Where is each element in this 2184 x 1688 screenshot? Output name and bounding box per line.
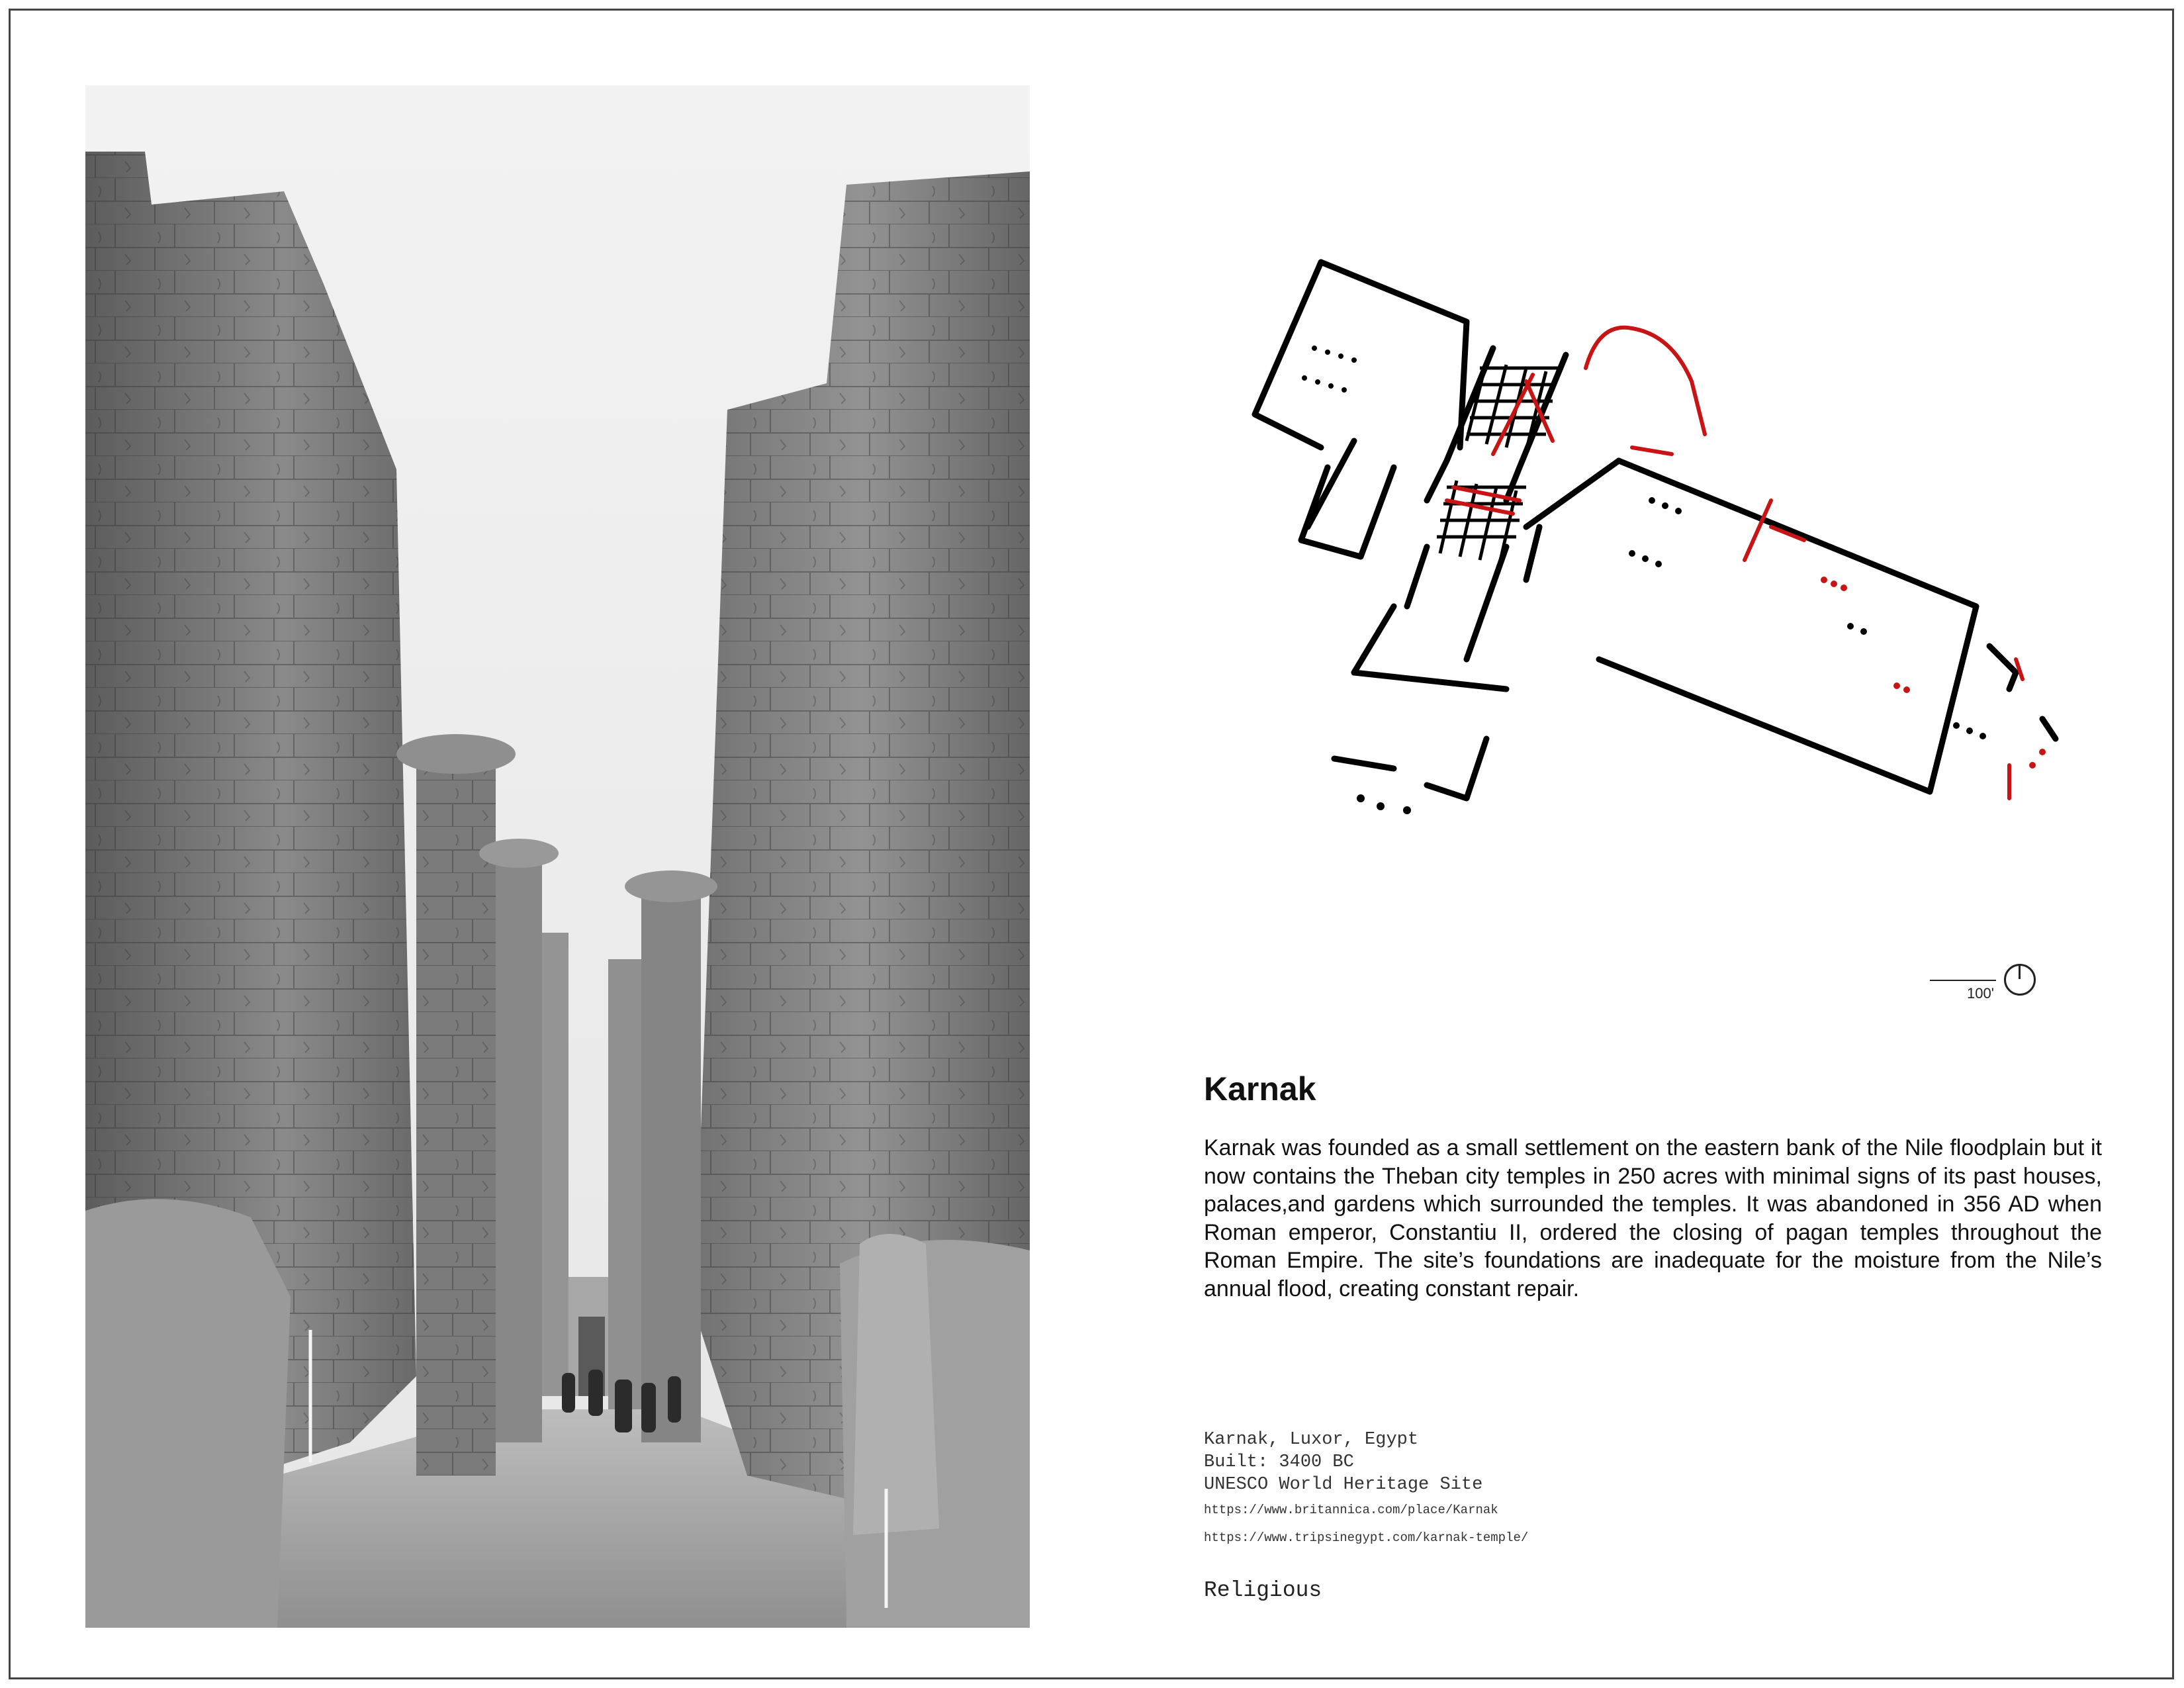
site-plan-drawing (1228, 249, 2089, 845)
built-date-text: Built: 3400 BC (1204, 1452, 1354, 1472)
source-link[interactable]: https://www.britannica.com/place/Karnak (1204, 1503, 1498, 1517)
scale-bar (1930, 964, 2042, 1004)
north-arrow-icon (2004, 964, 2036, 996)
site-description: Karnak was founded as a small settlement on the eastern bank of the Nile floodplain but it now contains the Theban city temples in 250 acres with minimal signs of its past houses, palaces,and gardens which surrounded the temples. It was abandoned in 356 AD when Roman emperor, Constantiu II, ordered the closing of pagan temples throughout the Roman Empire. The site’s foundations are inadequate for the moisture from the Nile’s annual flood, creating constant repair. (1204, 1135, 2102, 1301)
source-link[interactable]: https://www.tripsinegypt.com/karnak-temple/ (1204, 1530, 1529, 1545)
location-text: Karnak, Luxor, Egypt (1204, 1430, 1419, 1450)
heritage-status-text: UNESCO World Heritage Site (1204, 1475, 1483, 1495)
temple-photo (85, 85, 1030, 1628)
site-title: Karnak (1204, 1070, 1316, 1107)
category-label: Religious (1204, 1578, 1322, 1603)
scale-line (1930, 980, 1996, 981)
site-details (1204, 1429, 1799, 1546)
page-frame (9, 9, 2174, 1679)
scale-label: 100' (1967, 985, 1994, 1002)
